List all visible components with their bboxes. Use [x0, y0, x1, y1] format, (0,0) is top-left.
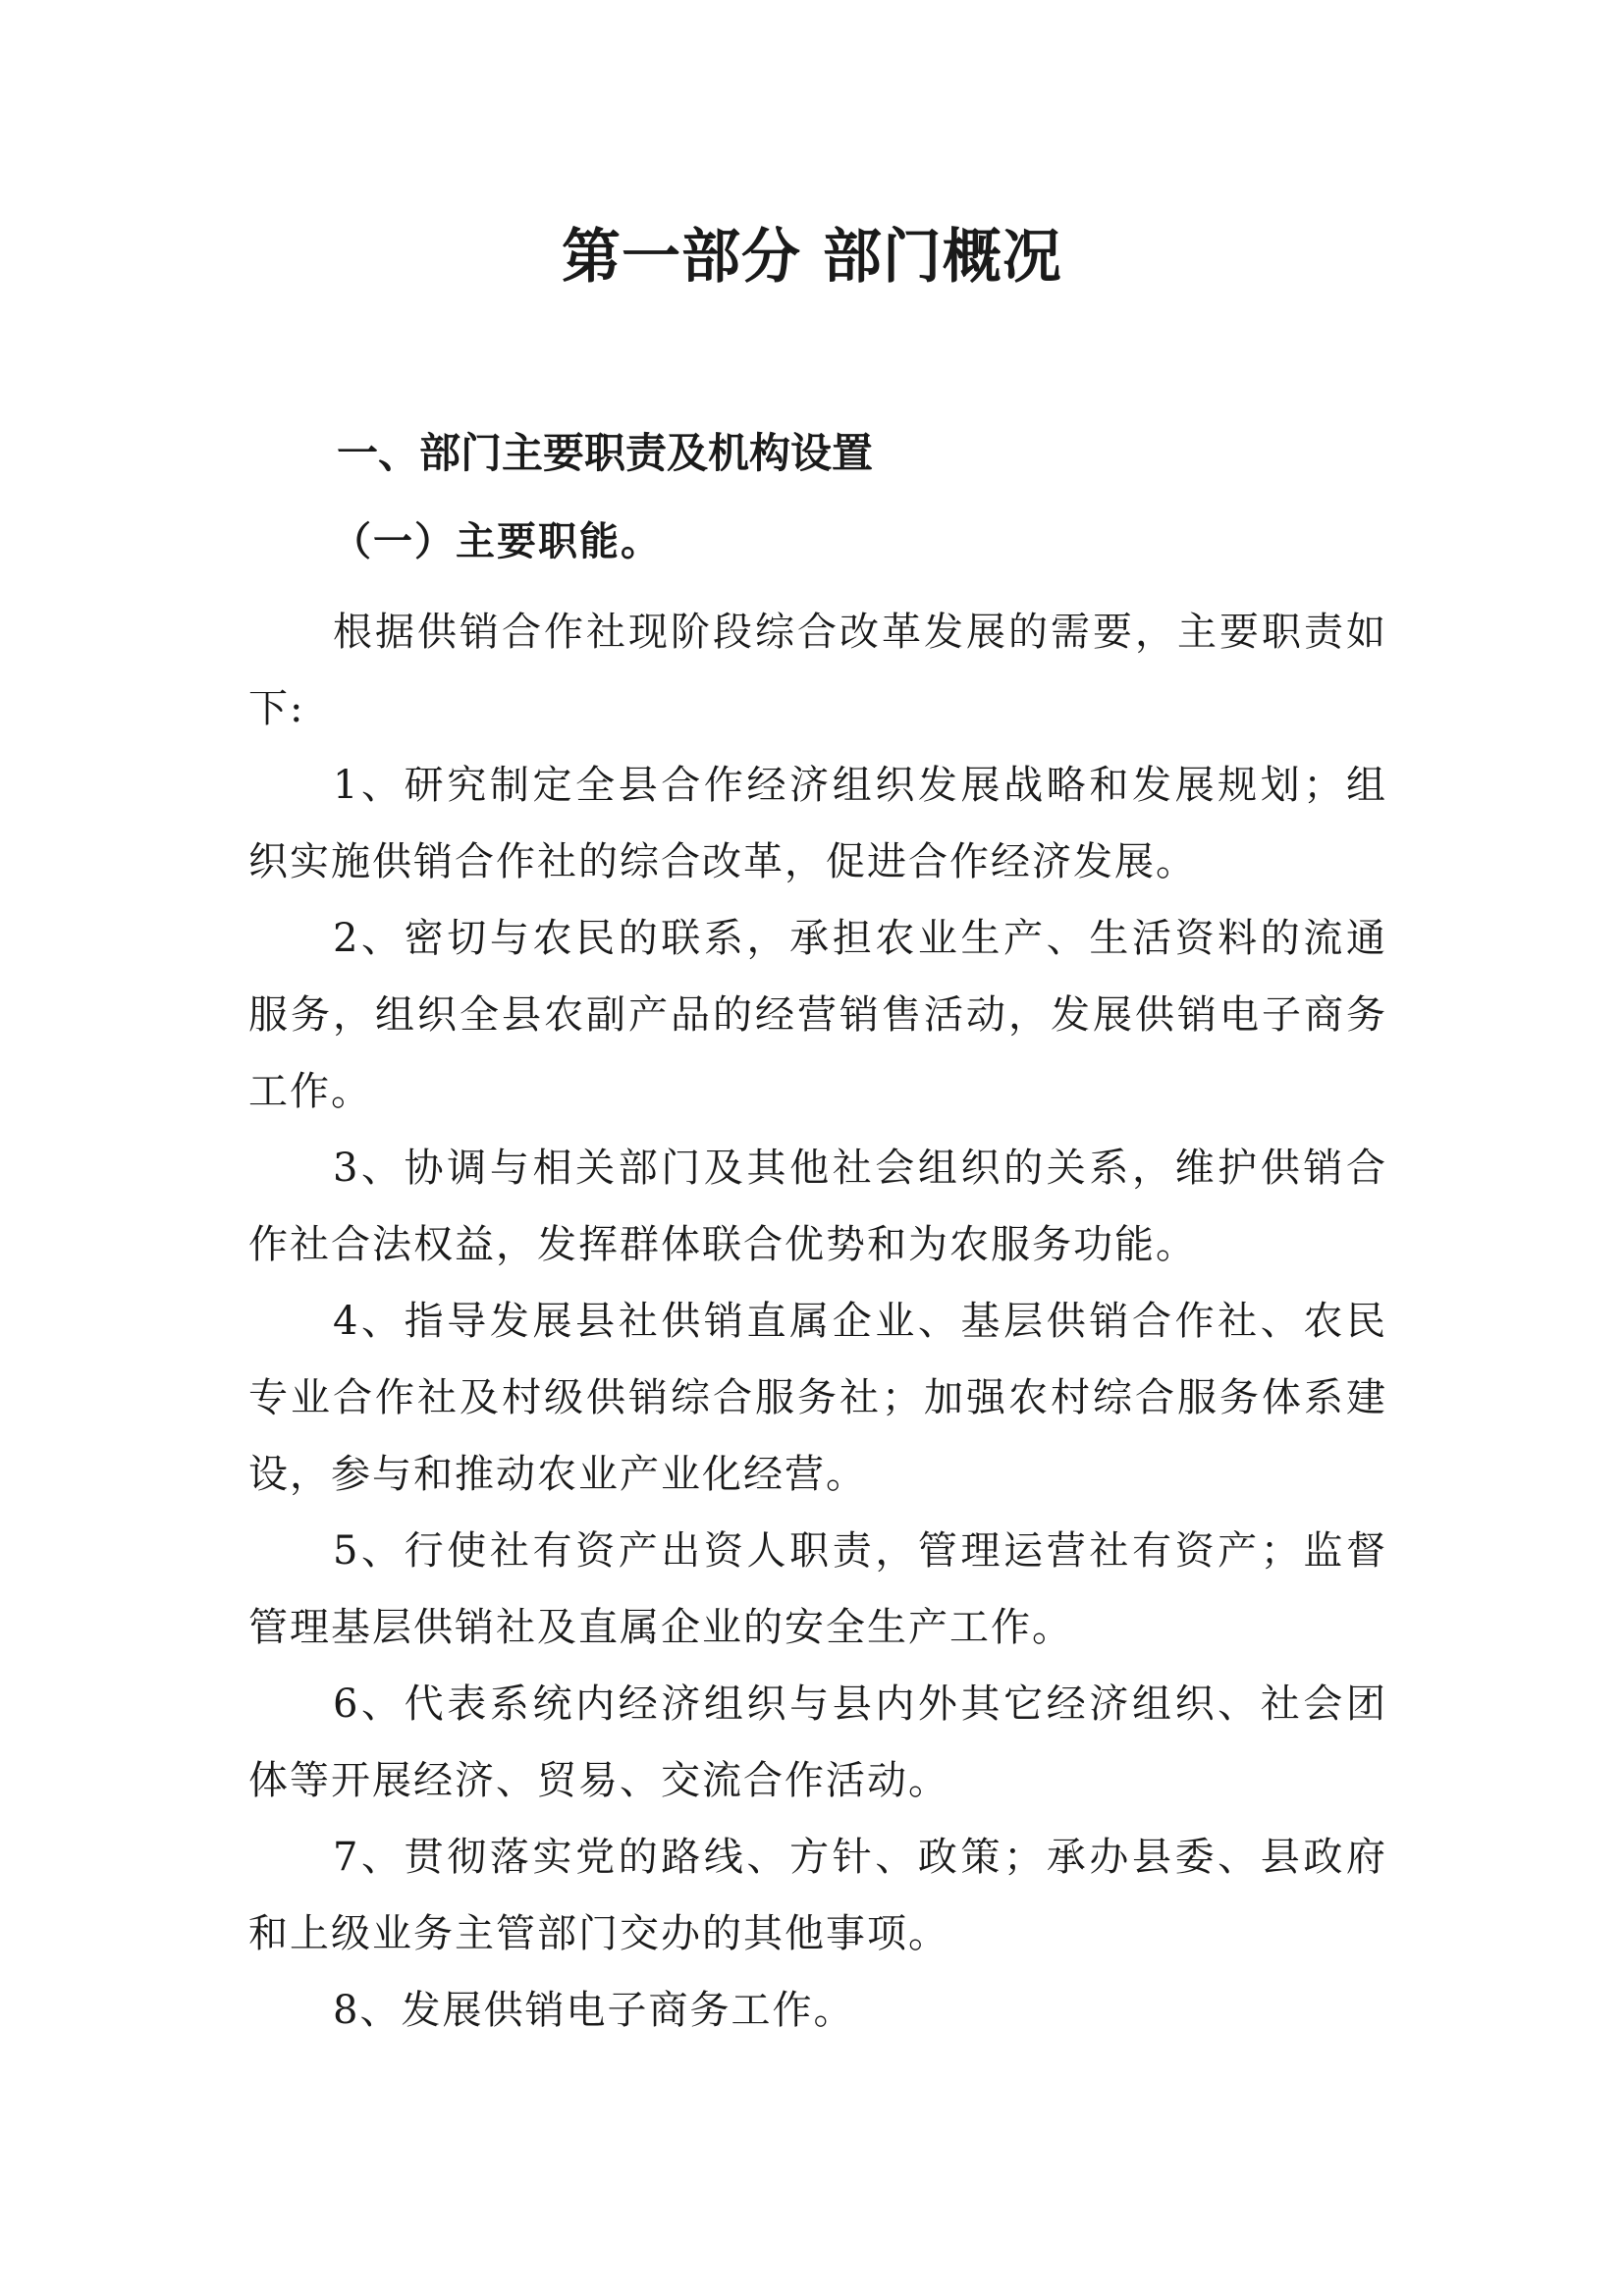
page-title: 第一部分 部门概况	[562, 223, 1062, 292]
paragraph-item-4: 4、指导发展县社供销直属企业、基层供销合作社、农民专业合作社及村级供销综合服务社；加强农村综合服务体系建设，参与和推动农业产业化经营。	[248, 1299, 1387, 1497]
paragraph-item-3: 3、协调与相关部门及其他社会组织的关系，维护供销合作社合法权益，发挥群体联合优势和为农服务功能。	[248, 1146, 1387, 1267]
paragraph-intro: 根据供销合作社现阶段综合改革发展的需要，主要职责如下:	[248, 610, 1387, 731]
paragraph-item-1: 1、研究制定全县合作经济组织发展战略和发展规划；组织实施供销合作社的综合改革，促进合作经济发展。	[248, 763, 1387, 884]
sub-heading: （一）主要职能。	[332, 518, 662, 564]
section-heading: 一、部门主要职责及机构设置	[337, 429, 874, 477]
paragraph-item-7: 7、贯彻落实党的路线、方针、政策；承办县委、县政府和上级业务主管部门交办的其他事项。	[248, 1835, 1387, 1956]
body-text	[248, 594, 1387, 2049]
paragraph-item-6: 6、代表系统内经济组织与县内外其它经济组织、社会团体等开展经济、贸易、交流合作活动。	[248, 1682, 1387, 1803]
paragraph-item-5: 5、行使社有资产出资人职责，管理运营社有资产；监督管理基层供销社及直属企业的安全生产工作。	[248, 1528, 1387, 1650]
paragraph-item-8: 8、发展供销电子商务工作。	[333, 1988, 855, 2033]
paragraph-item-2: 2、密切与农民的联系，承担农业生产、生活资料的流通服务，组织全县农副产品的经营销售活动，发展供销电子商务工作。	[248, 916, 1387, 1114]
